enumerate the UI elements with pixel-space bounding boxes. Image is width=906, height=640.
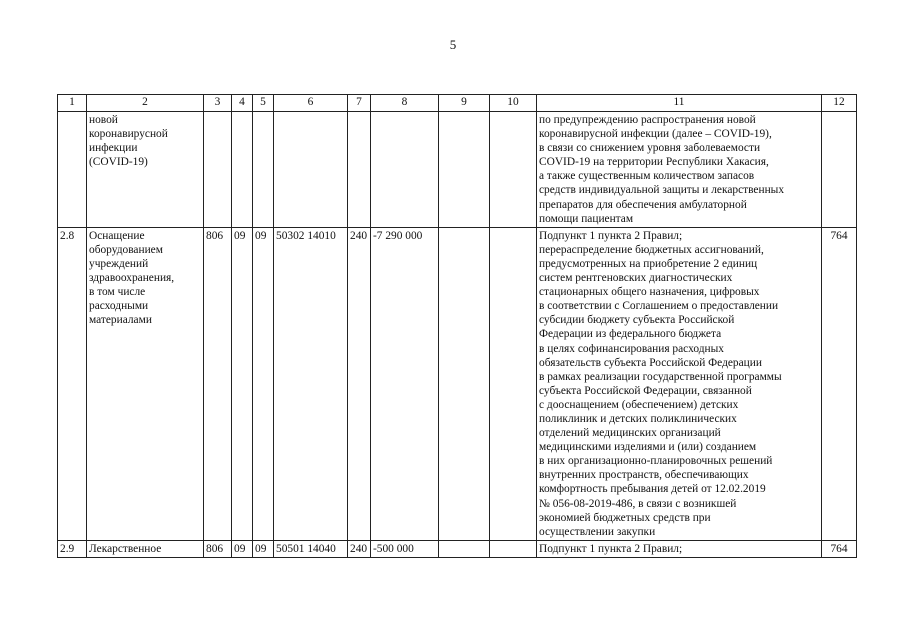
column-header: 7 [348, 95, 371, 112]
text-line: препаратов для обеспечения амбулаторной [539, 198, 747, 211]
text-line: осуществлении закупки [539, 525, 656, 538]
text-line: в том числе [89, 286, 146, 299]
text-line: помощи пациентам [539, 212, 634, 225]
cell [439, 227, 490, 540]
text-line: перераспределение бюджетных ассигнований, [539, 243, 764, 256]
text-line: поликлиник и детских поликлинических [539, 412, 737, 425]
text-line: (COVID-19) [89, 156, 148, 169]
text-line: с дооснащением (обеспечением) детских [539, 398, 739, 411]
text-line: в связи со снижением уровня заболеваемости [539, 142, 761, 155]
text-line: новой [89, 114, 118, 126]
item-name-cell [87, 112, 204, 228]
cell [253, 112, 274, 228]
cell [439, 112, 490, 228]
cell [439, 540, 490, 557]
text-line: инфекции [89, 142, 138, 155]
text-line: учреждений [89, 257, 149, 270]
table-row [58, 227, 857, 540]
text-line: в рамках реализации государственной программы [539, 370, 782, 383]
text-line: оборудованием [89, 243, 163, 256]
cell [490, 540, 537, 557]
text-line: коронавирусной [89, 128, 168, 141]
text-line: систем рентгеновских диагностических [539, 272, 733, 285]
cell: 240 [348, 540, 371, 557]
justification-cell [537, 540, 822, 557]
cell [822, 112, 857, 228]
item-name-cell [87, 227, 204, 540]
cell: 806 [204, 540, 232, 557]
text-line: комфортность пребывания детей от 12.02.2019 [539, 483, 766, 496]
amount-cell: -500 000 [371, 540, 439, 557]
justification-cell [537, 227, 822, 540]
cell: 09 [253, 540, 274, 557]
text-line: субъекта Российской Федерации, связанной [539, 384, 752, 397]
cell: 50501 14040 [274, 540, 348, 557]
text-line: Федерации из федерального бюджета [539, 328, 722, 341]
column-header: 9 [439, 95, 490, 112]
cell: 50302 14010 [274, 227, 348, 540]
column-header: 11 [537, 95, 822, 112]
column-header: 10 [490, 95, 537, 112]
table-row [58, 112, 857, 228]
cell [490, 227, 537, 540]
page-number: 5 [449, 37, 457, 52]
column-header: 2 [87, 95, 204, 112]
cell: 240 [348, 227, 371, 540]
row-number-cell [58, 112, 87, 228]
cell [204, 112, 232, 228]
text-line: здравоохранения, [89, 272, 175, 285]
text-line: расходными [89, 300, 149, 313]
row-number-cell: 2.9 [58, 540, 87, 557]
text-line: внутренних пространств, обеспечивающих [539, 469, 749, 482]
text-line: Подпункт 1 пункта 2 Правил; [539, 229, 683, 242]
text-line: по предупреждению распространения новой [539, 114, 756, 126]
column-header: 5 [253, 95, 274, 112]
cell: 806 [204, 227, 232, 540]
cell [232, 112, 253, 228]
table-header-row [58, 95, 857, 112]
row-number-cell: 2.8 [58, 227, 87, 540]
amount-cell: -7 290 000 [371, 227, 439, 540]
text-line: отделений медицинских организаций [539, 427, 721, 440]
text-line: обязательств субъекта Российской Федерации [539, 356, 762, 369]
column-header: 6 [274, 95, 348, 112]
text-line: экономией бюджетных средств при [539, 511, 711, 524]
text-line: Лекарственное [89, 542, 162, 555]
item-name-cell [87, 540, 204, 557]
text-line: субсидии бюджету субъекта Российской [539, 314, 735, 327]
text-line: COVID-19 на территории Республики Хакасия, [539, 156, 769, 169]
text-line: а также существенным количеством запасов [539, 170, 755, 183]
cell [348, 112, 371, 228]
cell: 09 [253, 227, 274, 540]
column-header: 3 [204, 95, 232, 112]
text-line: материалами [89, 314, 152, 327]
text-line: коронавирусной инфекции (далее – COVID-19), [539, 128, 772, 141]
column-header: 12 [822, 95, 857, 112]
text-line: в соответствии с Соглашением о предоставлении [539, 300, 779, 313]
column-header: 1 [58, 95, 87, 112]
text-line: № 056-08-2019-486, в связи с возникшей [539, 497, 737, 510]
cell: 09 [232, 227, 253, 540]
cell: 764 [822, 540, 857, 557]
column-header: 4 [232, 95, 253, 112]
cell: 764 [822, 227, 857, 540]
table-row [58, 540, 857, 557]
cell [490, 112, 537, 228]
budget-table [57, 94, 857, 558]
text-line: в них организационно-планировочных решений [539, 455, 773, 468]
cell: 09 [232, 540, 253, 557]
text-line: в целях софинансирования расходных [539, 342, 724, 355]
text-line: стационарных общего назначения, цифровых [539, 286, 760, 299]
text-line: Оснащение [89, 229, 145, 242]
text-line: медицинскими изделиями и (или) созданием [539, 441, 757, 454]
text-line: предусмотренных на приобретение 2 единиц [539, 257, 758, 270]
column-header: 8 [371, 95, 439, 112]
text-line: Подпункт 1 пункта 2 Правил; [539, 542, 683, 555]
justification-cell [537, 112, 822, 228]
cell [371, 112, 439, 228]
text-line: средств индивидуальной защиты и лекарственных [539, 184, 785, 197]
cell [274, 112, 348, 228]
